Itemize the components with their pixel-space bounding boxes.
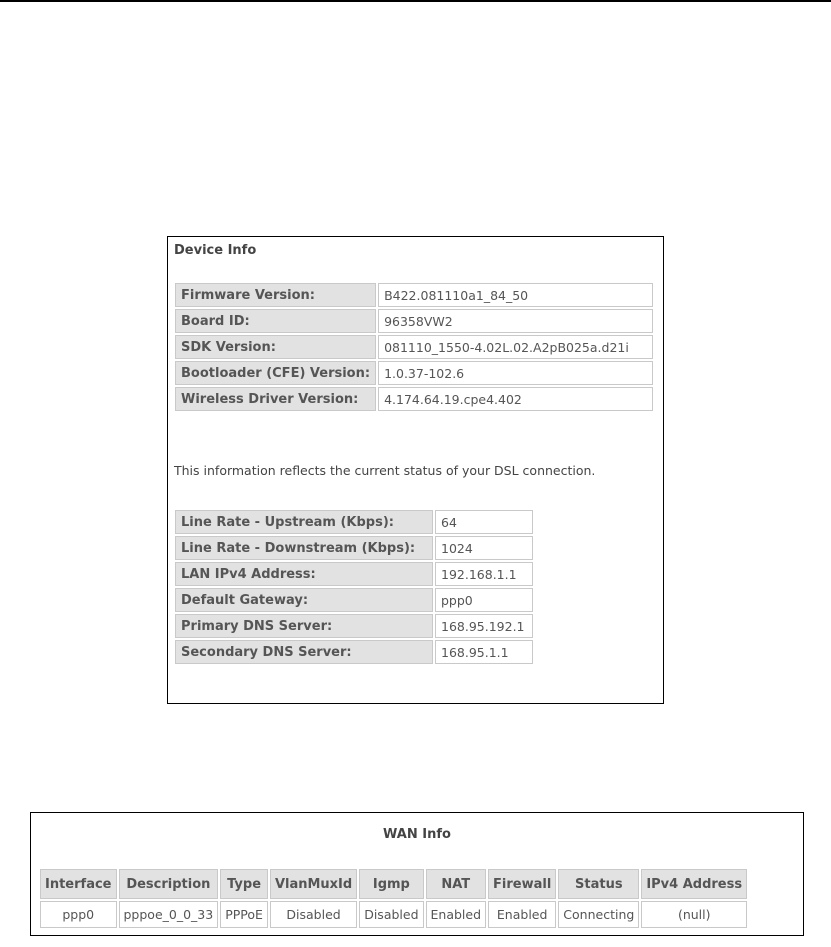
- upstream-rate-label: Line Rate - Upstream (Kbps):: [175, 510, 433, 534]
- dsl-status-note: This information reflects the current status of your DSL connection.: [174, 463, 596, 478]
- secondary-dns-label: Secondary DNS Server:: [175, 640, 433, 664]
- device-info-title: Device Info: [174, 243, 257, 258]
- firmware-version-label: Firmware Version:: [175, 283, 376, 307]
- sdk-version-label: SDK Version:: [175, 335, 376, 359]
- cell-firewall: Enabled: [488, 901, 556, 928]
- secondary-dns-value: 168.95.1.1: [435, 640, 533, 664]
- table-row: [175, 588, 533, 612]
- lan-ipv4-label: LAN IPv4 Address:: [175, 562, 433, 586]
- lan-ipv4-value: 192.168.1.1: [435, 562, 533, 586]
- default-gateway-label: Default Gateway:: [175, 588, 433, 612]
- cell-interface: ppp0: [40, 901, 117, 928]
- wireless-driver-version-value: 4.174.64.19.cpe4.402: [378, 387, 653, 411]
- wan-info-title: WAN Info: [383, 827, 451, 842]
- dsl-status-table: [173, 508, 535, 666]
- column-header-nat: NAT: [426, 869, 487, 899]
- bootloader-version-value: 1.0.37-102.6: [378, 361, 653, 385]
- column-header-ipv4-address: IPv4 Address: [641, 869, 747, 899]
- table-row: [175, 510, 533, 534]
- table-row: [175, 309, 653, 333]
- cell-nat: Enabled: [426, 901, 487, 928]
- table-row: [175, 335, 653, 359]
- wan-info-panel: [30, 812, 804, 936]
- downstream-rate-value: 1024: [435, 536, 533, 560]
- cell-vlanmuxid: Disabled: [270, 901, 357, 928]
- cell-status: Connecting: [558, 901, 639, 928]
- table-row: [175, 536, 533, 560]
- board-id-value: 96358VW2: [378, 309, 653, 333]
- wan-info-table: [38, 867, 749, 930]
- bootloader-version-label: Bootloader (CFE) Version:: [175, 361, 376, 385]
- firmware-info-table: [173, 281, 655, 413]
- column-header-igmp: Igmp: [359, 869, 423, 899]
- table-row: [175, 387, 653, 411]
- default-gateway-value: ppp0: [435, 588, 533, 612]
- column-header-type: Type: [220, 869, 268, 899]
- cell-ipv4-address: (null): [641, 901, 747, 928]
- cell-igmp: Disabled: [359, 901, 423, 928]
- column-header-firewall: Firewall: [488, 869, 556, 899]
- table-row: [175, 640, 533, 664]
- column-header-vlanmuxid: VlanMuxId: [270, 869, 357, 899]
- table-row: [175, 562, 533, 586]
- cell-description: pppoe_0_0_33: [119, 901, 219, 928]
- table-row: [175, 361, 653, 385]
- top-divider: [0, 0, 831, 2]
- wireless-driver-version-label: Wireless Driver Version:: [175, 387, 376, 411]
- device-info-panel: [167, 236, 664, 704]
- firmware-version-value: B422.081110a1_84_50: [378, 283, 653, 307]
- board-id-label: Board ID:: [175, 309, 376, 333]
- column-header-interface: Interface: [40, 869, 117, 899]
- upstream-rate-value: 64: [435, 510, 533, 534]
- cell-type: PPPoE: [220, 901, 268, 928]
- table-row: [40, 901, 747, 928]
- table-row: [175, 614, 533, 638]
- table-row: [175, 283, 653, 307]
- column-header-status: Status: [558, 869, 639, 899]
- column-header-description: Description: [119, 869, 219, 899]
- primary-dns-label: Primary DNS Server:: [175, 614, 433, 638]
- table-header-row: [40, 869, 747, 899]
- downstream-rate-label: Line Rate - Downstream (Kbps):: [175, 536, 433, 560]
- sdk-version-value: 081110_1550-4.02L.02.A2pB025a.d21i: [378, 335, 653, 359]
- primary-dns-value: 168.95.192.1: [435, 614, 533, 638]
